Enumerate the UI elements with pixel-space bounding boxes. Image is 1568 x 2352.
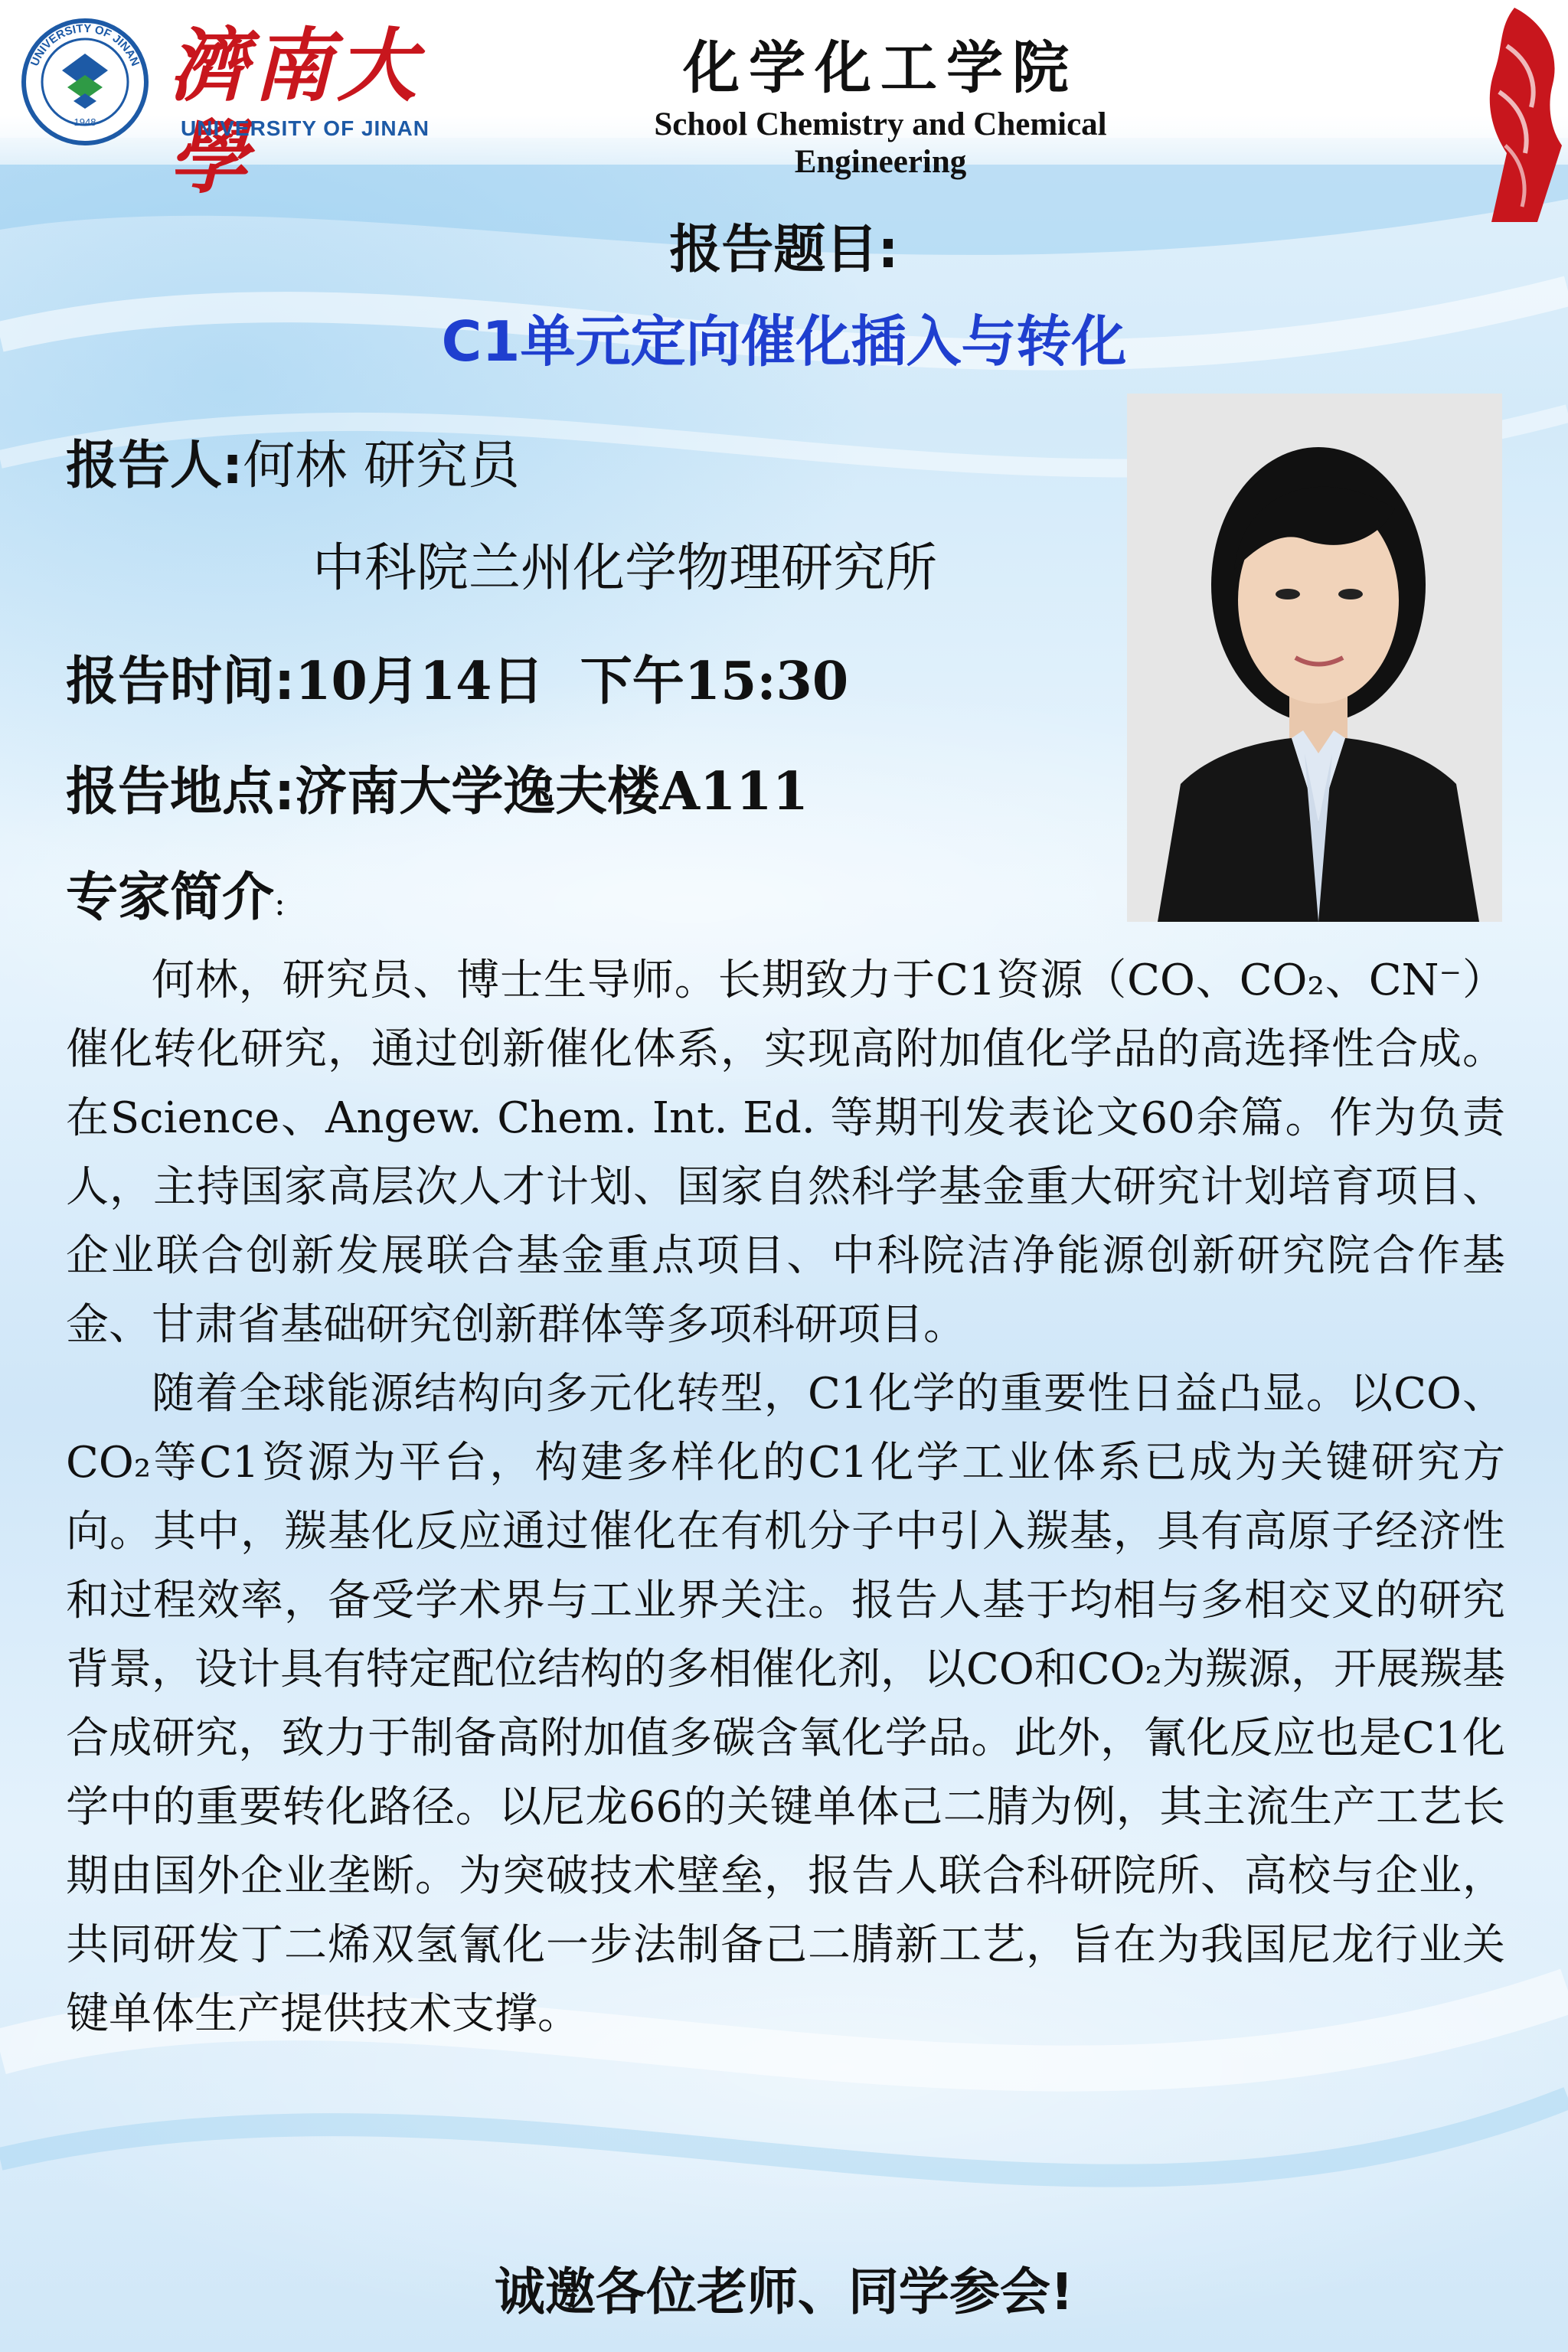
place-value: 济南大学逸夫楼A111 bbox=[295, 761, 808, 822]
bio-label: 专家简介 bbox=[66, 867, 275, 928]
talk-title-label: 报告题目: bbox=[669, 220, 899, 280]
bio-paragraph-1: 何林，研究员、博士生导师。长期致力于C1资源（CO、CO₂、CN⁻）催化转化研究，通过创新催化体系，实现高附加值化学品的高选择性合成。在Science、Angew. Chem. Int. Ed. 等期刊发表论文60余篇。作为负责人，主持国家高层次人才计划、国家自然科学基金重大研究计划培育项目、企业联合创新发展联合基金重点项目、中科院洁净能源创新研究院合作基金、甘肃省基础研究创新群体等多项科研项目。 bbox=[66, 956, 1505, 1350]
school-name-cn: 化学化工学院 bbox=[683, 35, 1078, 101]
time-label: 报告时间: bbox=[66, 652, 296, 712]
bio-text bbox=[66, 946, 1505, 2049]
invitation-footer: 诚邀各位老师、同学参会! bbox=[494, 2262, 1074, 2321]
speaker-row bbox=[66, 424, 520, 498]
bio-heading-row bbox=[66, 856, 286, 930]
university-name-en: UNIVERSITY OF JINAN bbox=[181, 116, 430, 140]
seal-year: 1948 bbox=[74, 116, 96, 128]
university-seal-logo bbox=[20, 17, 150, 147]
speaker-name: 何林 研究员 bbox=[243, 436, 520, 496]
bio-label-suffix: : bbox=[274, 884, 286, 923]
bio-paragraph-2: 随着全球能源结构向多元化转型，C1化学的重要性日益凸显。以CO、CO₂等C1资源为平台，构建多样化的C1化学工业体系已成为关键研究方向。其中，羰基化反应通过催化在有机分子中引入羰基，具有高原子经济性和过程效率，备受学术界与工业界关注。报告人基于均相与多相交叉的研究背景，设计具有特定配位结构的多相催化剂，以CO和CO₂为羰源，开展羰基合成研究，致力于制备高附加值多碳含氧化学品。此外，氰化反应也是C1化学中的重要转化路径。以尼龙66的关键单体己二腈为例，其主流生产工艺长期由国外企业垄断。为突破技术壁垒，报告人联合科研院所、高校与企业，共同研发丁二烯双氢氰化一步法制备己二腈新工艺，旨在为我国尼龙行业关键单体生产提供技术支撑。 bbox=[66, 1369, 1505, 2039]
time-value: 10月14日 下午15:30 bbox=[295, 651, 849, 712]
header-banner bbox=[0, 0, 1568, 204]
school-name-en: School Chemistry and Chemical Engineering bbox=[654, 106, 1107, 180]
speaker-label: 报告人: bbox=[66, 436, 243, 496]
talk-title: C1单元定向催化插入与转化 bbox=[441, 309, 1127, 374]
seal-arc-text: UNIVERSITY OF JINAN bbox=[28, 21, 142, 68]
school-emblem-icon bbox=[1461, 0, 1568, 230]
speaker-photo bbox=[1127, 394, 1502, 922]
university-name-cn: 濟南大學 bbox=[168, 18, 422, 204]
speaker-institution: 中科院兰州化学物理研究所 bbox=[312, 538, 938, 599]
time-row bbox=[66, 640, 848, 714]
speaker-portrait-image bbox=[1127, 394, 1502, 922]
place-row bbox=[66, 750, 808, 825]
place-label: 报告地点: bbox=[66, 762, 296, 822]
